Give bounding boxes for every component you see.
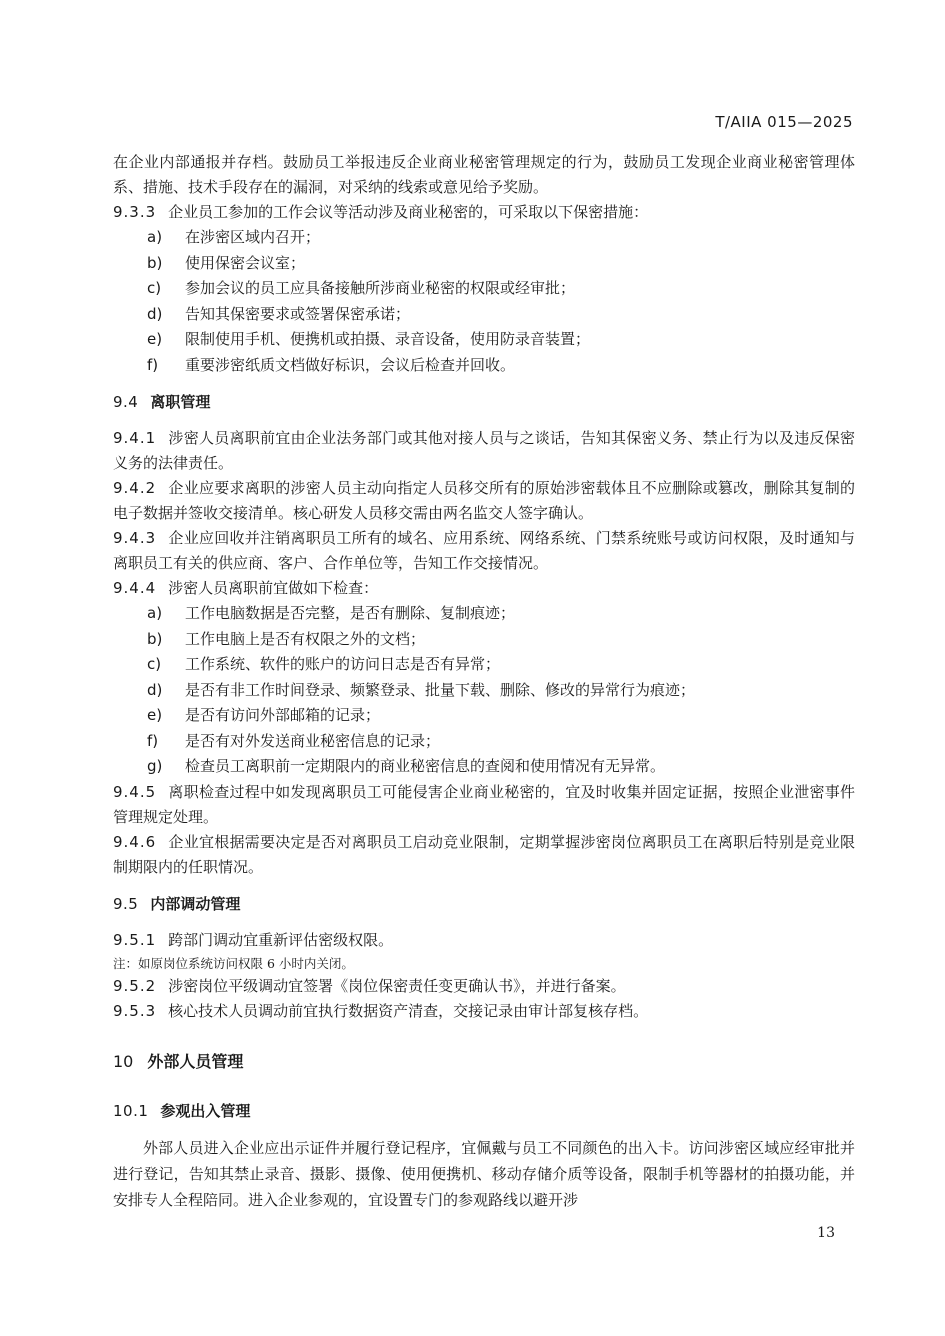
list-item: e) 限制使用手机、便携机或拍摄、录音设备，使用防录音装置； [147,330,591,348]
list-item: a) 工作电脑数据是否完整，是否有删除、复制痕迹； [147,604,516,622]
section-heading-9-4: 9.4 离职管理 [113,393,211,411]
list-item: c) 参加会议的员工应具备接触所涉商业秘密的权限或经审批； [147,279,576,297]
list-item: g) 检查员工离职前一定期限内的商业秘密信息的查阅和使用情况有无异常。 [147,757,666,775]
clause-text: 企业员工参加的工作会议等活动涉及商业秘密的，可采取以下保密措施： [168,203,649,221]
list-item: b) 工作电脑上是否有权限之外的文档； [147,629,426,648]
clause-9-3-3 [113,200,855,225]
chapter-heading-10: 10 外部人员管理 [113,1051,244,1071]
clause-9-4-4: 9.4.4 涉密人员离职前宜做如下检查： [113,579,379,597]
clause-9-4-3: 9.4.3 企业应回收并注销离职员工所有的域名、应用系统、网络系统、门禁系统账号或访问权限，及时通知与离职员工有关的供应商、客户、合作单位等，告知工作交接情况。 [113,529,855,572]
clause-number: 9.3.3 [113,203,157,221]
list-item: a) 在涉密区域内召开； [147,228,321,246]
list-item: b) 使用保密会议室； [147,253,306,272]
list-item: f) 是否有对外发送商业秘密信息的记录； [147,731,441,750]
list-9-4-4 [113,601,855,780]
page-content [113,150,855,1213]
list-item: c) 工作系统、软件的账户的访问日志是否有异常； [147,655,501,673]
clause-9-4-1: 9.4.1 涉密人员离职前宜由企业法务部门或其他对接人员与之谈话，告知其保密义务、禁止行为以及违反保密义务的法律责任。 [113,429,855,472]
list-9-3-3 [113,225,855,378]
clause-9-5-3: 9.5.3 核心技术人员调动前宜执行数据资产清查，交接记录由审计部复核存档。 [113,1001,649,1020]
section-heading-10-1: 10.1 参观出入管理 [113,1101,251,1120]
list-item: f) 重要涉密纸质文档做好标识，会议后检查并回收。 [147,355,516,374]
clause-9-4-6: 9.4.6 企业宜根据需要决定是否对离职员工启动竞业限制，定期掌握涉密岗位离职员工在离职后特别是竞业限制期限内的任职情况。 [113,832,855,876]
section-heading-9-5: 9.5 内部调动管理 [113,894,241,913]
list-item: d) 是否有非工作时间登录、频繁登录、批量下载、删除、修改的异常行为痕迹； [147,680,696,699]
list-item: d) 告知其保密要求或签署保密承诺； [147,304,411,323]
clause-9-4-5: 9.4.5 离职检查过程中如发现离职员工可能侵害企业商业秘密的，宜及时收集并固定证据，按照企业泄密事件管理规定处理。 [113,782,855,826]
list-item: e) 是否有访问外部邮箱的记录； [147,706,381,724]
document-id-header: T/AIIA 015—2025 [715,113,853,131]
continued-paragraph: 在企业内部通报并存档。鼓励员工举报违反企业商业秘密管理规定的行为，鼓励员工发现企业商业秘密管理体系、措施、技术手段存在的漏洞，对采纳的线索或意见给予奖励。 [113,153,855,196]
clause-9-4-2: 9.4.2 企业应要求离职的涉密人员主动向指定人员移交所有的原始涉密载体且不应删除或篡改，删除其复制的电子数据并签收交接清单。核心研发人员移交需由两名监交人签字确认。 [113,479,855,522]
paragraph-10-1: 外部人员进入企业应出示证件并履行登记程序，宜佩戴与员工不同颜色的出入卡。访问涉密区域应经审批并进行登记，告知其禁止录音、摄影、摄像、使用便携机、移动存储介质等设备，限制手机等器材的拍摄功能，并安排专人全程陪同。进入企业参观的，宜设置专门的参观路线以避开涉 [113,1138,855,1209]
clause-9-5-2: 9.5.2 涉密岗位平级调动宜签署《岗位保密责任变更确认书》，并进行备案。 [113,976,626,995]
note: 注：如原岗位系统访问权限 6 小时内关闭。 [113,955,354,971]
clause-9-5-1: 9.5.1 跨部门调动宜重新评估密级权限。 [113,930,394,949]
page-number: 13 [817,1225,835,1241]
